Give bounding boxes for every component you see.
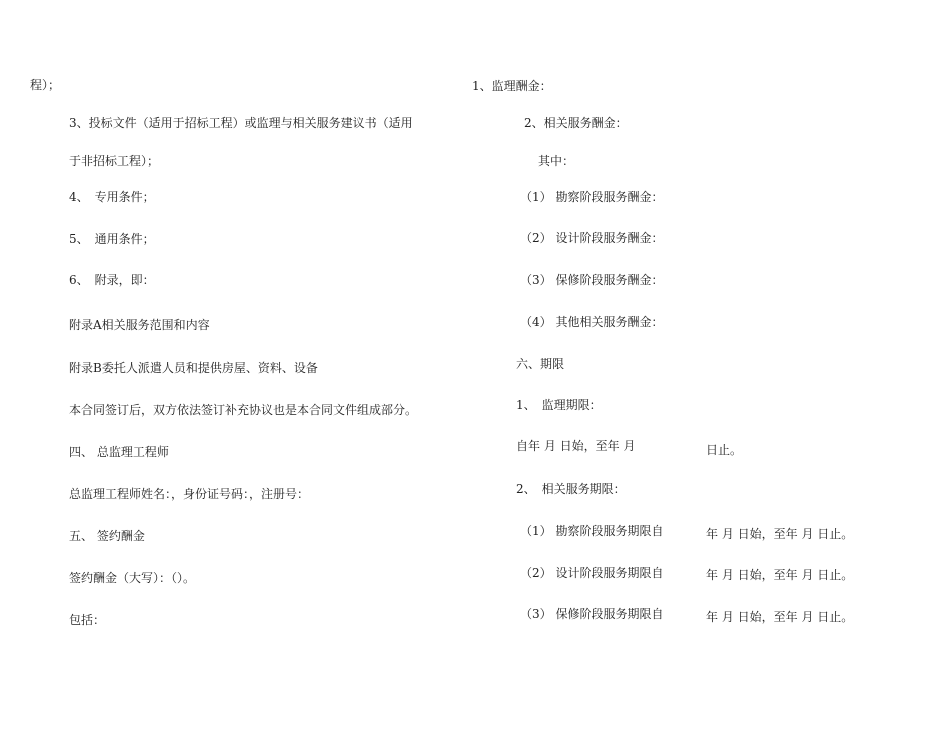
- text-line: 本合同签订后，双方依法签订补充协议也是本合同文件组成部分。: [69, 403, 418, 417]
- text-line: 其中：: [538, 154, 575, 168]
- section-heading: 四、 总监理工程师: [69, 445, 169, 459]
- text-line: 1、监理酬金：: [472, 79, 552, 93]
- text-line: 1、 监理期限：: [516, 398, 602, 412]
- text-line: 于非招标工程）；: [69, 154, 160, 168]
- text-line: （4） 其他相关服务酬金：: [520, 315, 664, 329]
- text-line: （2） 设计阶段服务期限自: [520, 566, 664, 580]
- text-line: 附录B委托人派遣人员和提供房屋、资料、设备: [69, 361, 318, 375]
- text-line: 6、 附录，即：: [69, 273, 155, 287]
- text-line: （1） 勘察阶段服务期限自: [520, 524, 664, 538]
- text-line: 签约酬金（大写）：（）。: [69, 571, 196, 585]
- text-line: 附录A相关服务范围和内容: [69, 318, 210, 332]
- section-heading: 五、 签约酬金: [69, 529, 145, 543]
- text-line: 5、 通用条件；: [69, 232, 155, 246]
- text-line: 程）；: [30, 78, 61, 92]
- text-line: （1） 勘察阶段服务酬金：: [520, 190, 664, 204]
- text-line: 4、 专用条件；: [69, 190, 155, 204]
- text-line: （2） 设计阶段服务酬金：: [520, 231, 664, 245]
- text-line: 日止。: [706, 443, 743, 457]
- text-line: 3、投标文件（适用于招标工程）或监理与相关服务建议书（适用: [69, 116, 413, 130]
- text-line: 2、相关服务酬金：: [524, 116, 628, 130]
- text-line: （3） 保修阶段服务酬金：: [520, 273, 664, 287]
- text-line: 年 月 日始，至年 月 日止。: [706, 610, 854, 624]
- text-line: （3） 保修阶段服务期限自: [520, 607, 664, 621]
- section-heading: 六、期限: [516, 357, 565, 371]
- text-line: 包括：: [69, 613, 106, 627]
- text-line: 2、 相关服务期限：: [516, 482, 626, 496]
- text-line: 自年 月 日始，至年 月: [516, 439, 636, 453]
- text-line: 年 月 日始，至年 月 日止。: [706, 527, 854, 541]
- text-line: 年 月 日始，至年 月 日止。: [706, 568, 854, 582]
- text-line: 总监理工程师姓名：，身份证号码：，注册号：: [69, 487, 310, 501]
